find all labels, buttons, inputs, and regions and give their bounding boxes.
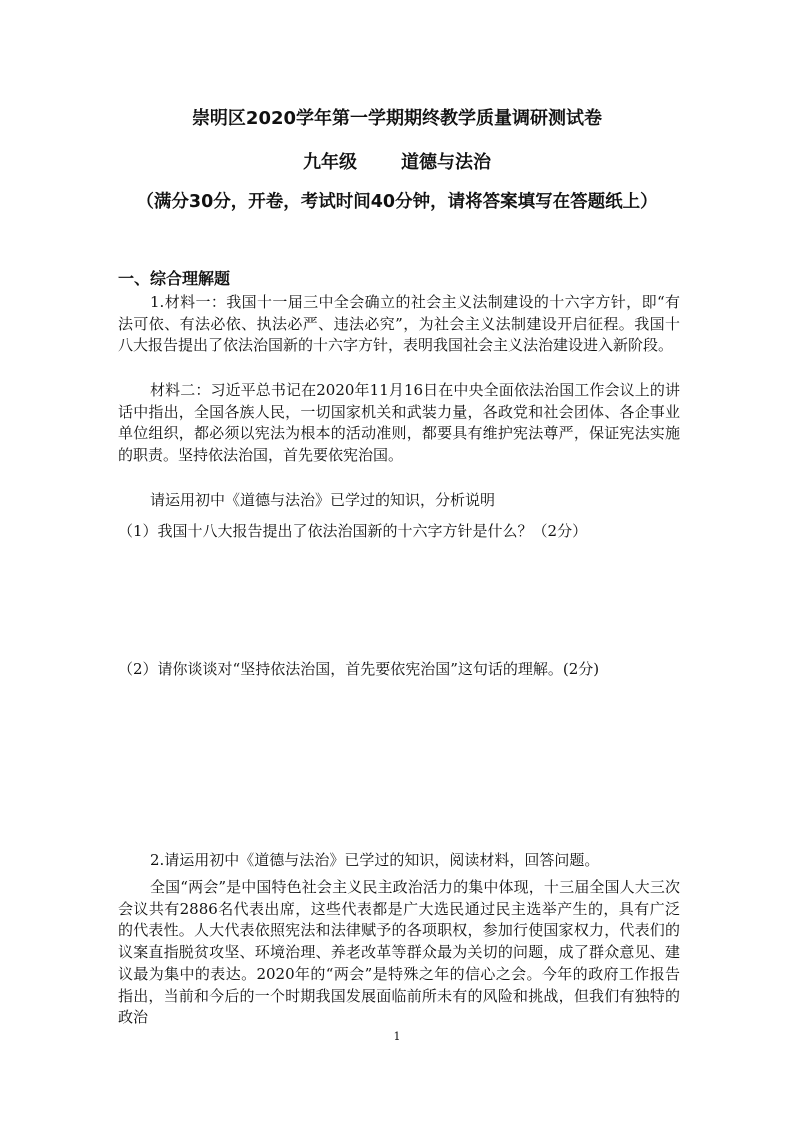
section-heading: 一、综合理解题 (118, 269, 231, 288)
question-2-prompt: 2.请运用初中《道德与法治》已学过的知识，阅读材料，回答问题。 (150, 851, 600, 869)
exam-title: 崇明区2020学年第一学期期终教学质量调研测试卷 (191, 108, 603, 129)
subject-label: 道德与法治 (401, 152, 491, 173)
question-1-material-1: 1.材料一：我国十一届三中全会确立的社会主义法制建设的十六字方针，即“有法可依、有法必依、执法必严、违法必究”，为社会主义法制建设开启征程。我国十八大报告提出了依法治国新的十六字方针，表明我国社会主义法治建设进入新阶段。 (118, 293, 680, 355)
question-1-sub-1: （1）我国十八大报告提出了依法治国新的十六字方针是什么？（2分） (118, 522, 588, 540)
question-1-sub-2: （2）请你谈谈对“坚持依法治国，首先要依宪治国”这句话的理解。(2分) (118, 660, 600, 678)
exam-note: （满分30分，开卷，考试时间40分钟，请将答案填写在答题纸上） (136, 192, 658, 212)
question-2-material: 全国“两会”是中国特色社会主义民主政治活力的集中体现，十三届全国人大三次会议共有2886名代表出席，这些代表都是广大选民通过民主选举产生的，具有广泛的代表性。人大代表依照宪法和法律赋予的各项职权，参加行使国家权力，代表们的议案直指脱贫攻坚、环境治理、养老改革等群众最为关切的问题，成了群众意见、建议最为集中的表达。2020年的“两会”是特殊之年的信心之会。今年的政府工作报告指出，当前和今后的一个时期我国发展面临前所未有的风险和挑战，但我们有独特的政治 (118, 878, 680, 1027)
question-1-material-2: 材料二：习近平总书记在2020年11月16日在中央全面依法治国工作会议上的讲话中指出，全国各族人民，一切国家机关和武装力量，各政党和社会团体、各企事业单位组织，都必须以宪法为根本的活动准则，都要具有维护宪法尊严，保证宪法实施的职责。坚持依法治国，首先要依宪治国。 (118, 381, 680, 465)
question-1-prompt: 请运用初中《道德与法治》已学过的知识，分析说明 (150, 491, 496, 509)
grade-label: 九年级 (303, 152, 357, 173)
grade-subject-line (0, 148, 794, 174)
page-number: 1 (393, 1030, 401, 1043)
